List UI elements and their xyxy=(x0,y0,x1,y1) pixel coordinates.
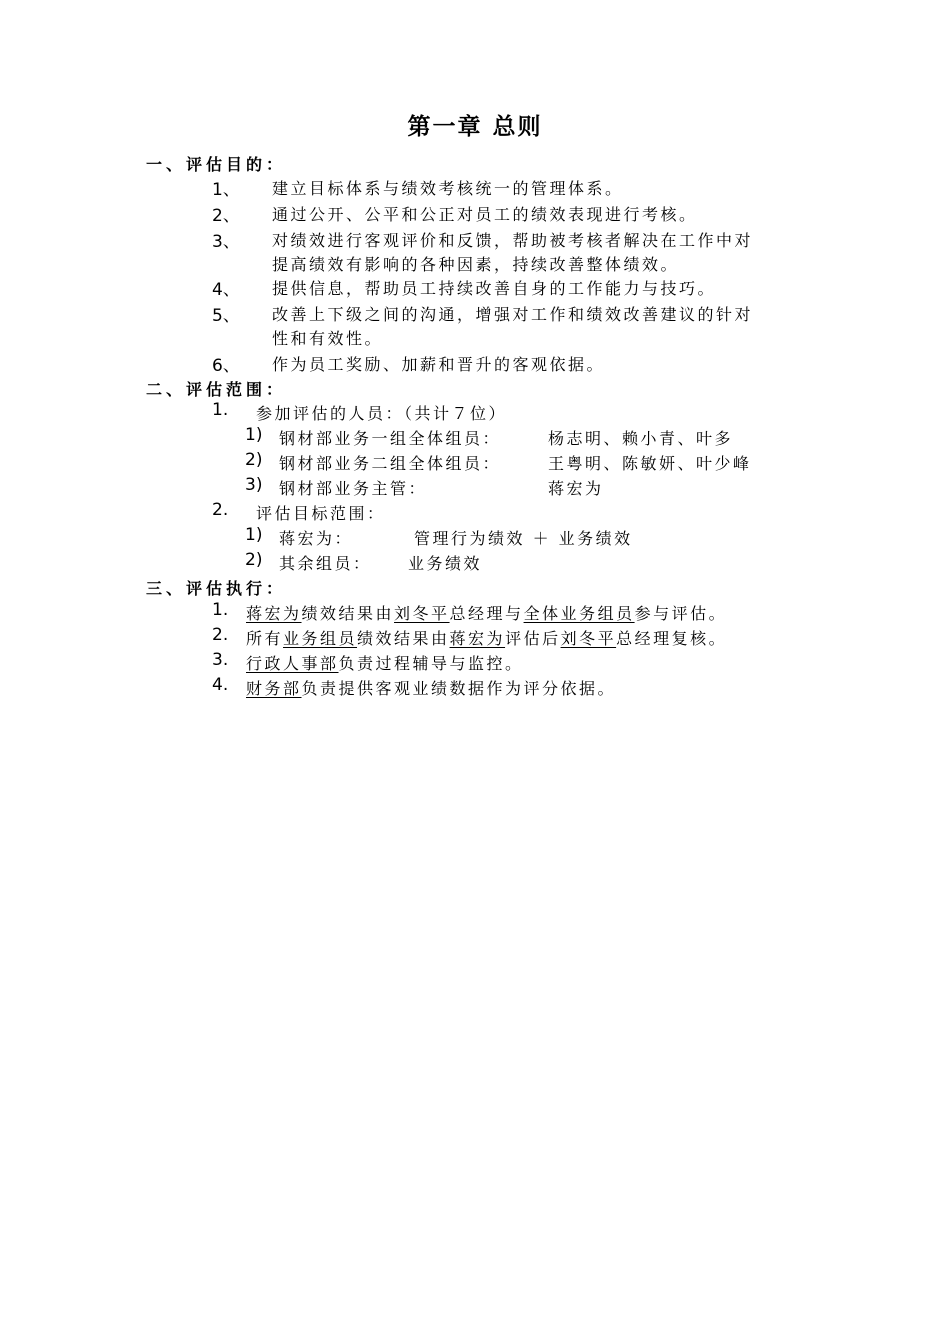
item-text xyxy=(246,676,616,699)
underlined-name: 行政人事部 xyxy=(246,654,339,673)
item-text xyxy=(246,651,524,674)
text-part: 负责提供客观业绩数据作为评分依据。 xyxy=(301,679,617,698)
item-text: 评估目标范围： xyxy=(256,504,386,523)
item-text: 作为员工奖励、加薪和晋升的客观依据。 xyxy=(272,355,606,374)
text-part: 评估后 xyxy=(505,629,561,648)
chapter-title: 第一章 总则 xyxy=(407,114,543,140)
text-part: 总经理复核。 xyxy=(616,629,728,648)
item-number: 3、 xyxy=(212,232,240,252)
text-part: 参与评估。 xyxy=(634,604,728,623)
item-number: 1. xyxy=(212,400,229,420)
sub-item-number: 2) xyxy=(245,450,263,470)
sub-item-label: 蒋宏为： xyxy=(279,529,354,548)
sub-item-number: 1) xyxy=(245,525,263,545)
item-text: 对绩效进行客观评价和反馈，帮助被考核者解决在工作中对 xyxy=(272,231,754,250)
sub-item-value: 业务绩效 xyxy=(408,554,483,573)
sub-item-number: 3) xyxy=(245,475,263,495)
sub-item-label: 钢材部业务二组全体组员： xyxy=(279,454,502,473)
text-part: 负责过程辅导与监控。 xyxy=(338,654,524,673)
underlined-name: 刘冬平 xyxy=(560,629,617,648)
underlined-name: 蒋宏为 xyxy=(246,604,302,623)
item-text: 参加评估的人员：（共计７位） xyxy=(256,404,508,423)
item-number: 3. xyxy=(212,650,229,670)
item-text: 通过公开、公平和公正对员工的绩效表现进行考核。 xyxy=(272,205,698,224)
item-text-continued: 提高绩效有影响的各种因素，持续改善整体绩效。 xyxy=(272,255,680,274)
sub-item-number: 2) xyxy=(245,550,263,570)
item-text: 建立目标体系与绩效考核统一的管理体系。 xyxy=(272,179,624,198)
item-number: 2. xyxy=(212,500,229,520)
sub-item-value: 管理行为绩效 ＋ 业务绩效 xyxy=(414,529,633,548)
item-text-continued: 性和有效性。 xyxy=(272,329,384,348)
underlined-name: 刘冬平 xyxy=(394,604,450,623)
sub-item-value: 杨志明、赖小青、叶多 xyxy=(548,429,734,448)
sub-item-number: 1) xyxy=(245,425,263,445)
section-heading-purpose: 一、评估目的： xyxy=(146,155,287,174)
text-part: 绩效结果由 xyxy=(357,629,450,648)
sub-item-value: 王粤明、陈敏妍、叶少峰 xyxy=(548,454,752,473)
sub-item-label: 其余组员： xyxy=(279,554,372,573)
underlined-name: 蒋宏为 xyxy=(449,629,506,648)
underlined-name: 全体业务组员 xyxy=(523,604,635,623)
text-part: 总经理与 xyxy=(449,604,524,623)
item-text: 改善上下级之间的沟通，增强对工作和绩效改善建议的针对 xyxy=(272,305,754,324)
item-number: 5、 xyxy=(212,306,240,326)
item-number: 4. xyxy=(212,675,229,695)
section-heading-execution: 三、评估执行： xyxy=(146,579,287,598)
sub-item-label: 钢材部业务一组全体组员： xyxy=(279,429,502,448)
item-number: 2、 xyxy=(212,206,240,226)
item-text xyxy=(246,626,727,649)
sub-item-label: 钢材部业务主管： xyxy=(279,479,428,498)
item-number: 6、 xyxy=(212,356,240,376)
item-number: 4、 xyxy=(212,280,240,300)
section-heading-scope: 二、评估范围： xyxy=(146,380,287,399)
item-number: 2. xyxy=(212,625,229,645)
item-text: 提供信息，帮助员工持续改善自身的工作能力与技巧。 xyxy=(272,279,717,298)
item-text xyxy=(246,601,727,624)
underlined-name: 业务组员 xyxy=(283,629,358,648)
item-number: 1. xyxy=(212,600,229,620)
underlined-name: 财务部 xyxy=(246,679,302,698)
item-number: 1、 xyxy=(212,180,240,200)
text-part: 所有 xyxy=(246,629,284,648)
text-part: 绩效结果由 xyxy=(301,604,395,623)
sub-item-value: 蒋宏为 xyxy=(548,479,604,498)
